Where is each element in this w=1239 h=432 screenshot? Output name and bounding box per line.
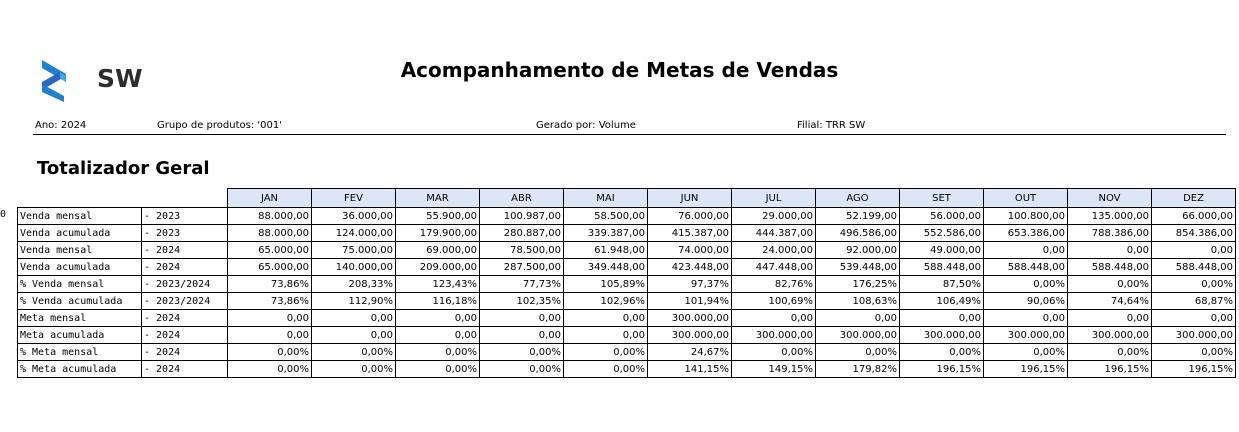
value-cell: 0,00: [228, 327, 312, 344]
value-cell: 0,00%: [564, 361, 648, 378]
table-row: [18, 225, 1236, 242]
value-cell: 123,43%: [396, 276, 480, 293]
value-cell: 653.386,00: [984, 225, 1068, 242]
section-title: Totalizador Geral: [37, 158, 210, 179]
value-cell: 73,86%: [228, 293, 312, 310]
row-label: Venda acumulada: [18, 225, 142, 242]
table-row: [18, 361, 1236, 378]
table-row: [18, 327, 1236, 344]
row-period: - 2024: [142, 259, 228, 276]
value-cell: 300.000,00: [900, 327, 984, 344]
value-cell: 349.448,00: [564, 259, 648, 276]
header-divider: [33, 134, 1226, 135]
value-cell: 0,00%: [228, 344, 312, 361]
row-label: % Venda acumulada: [18, 293, 142, 310]
value-cell: 0,00%: [984, 344, 1068, 361]
row-period: - 2024: [142, 327, 228, 344]
value-cell: 0,00: [984, 242, 1068, 259]
value-cell: 106,49%: [900, 293, 984, 310]
value-cell: 65.000,00: [228, 259, 312, 276]
value-cell: 300.000,00: [816, 327, 900, 344]
value-cell: 447.448,00: [732, 259, 816, 276]
table-body: [18, 208, 1236, 378]
value-cell: 0,00%: [228, 361, 312, 378]
value-cell: 0,00%: [480, 344, 564, 361]
generated-by-label: Gerado por: Volume: [536, 120, 636, 131]
value-cell: 97,37%: [648, 276, 732, 293]
month-header-jan: JAN: [228, 189, 312, 208]
month-header-abr: ABR: [480, 189, 564, 208]
value-cell: 0,00%: [732, 344, 816, 361]
value-cell: 0,00: [396, 327, 480, 344]
value-cell: 149,15%: [732, 361, 816, 378]
value-cell: 588.448,00: [1152, 259, 1236, 276]
value-cell: 29.000,00: [732, 208, 816, 225]
value-cell: 300.000,00: [1068, 327, 1152, 344]
value-cell: 0,00%: [480, 361, 564, 378]
value-cell: 0,00: [564, 327, 648, 344]
month-header-mai: MAI: [564, 189, 648, 208]
value-cell: 179,82%: [816, 361, 900, 378]
value-cell: 0,00%: [396, 344, 480, 361]
value-cell: 76.000,00: [648, 208, 732, 225]
row-period: - 2023: [142, 225, 228, 242]
value-cell: 0,00: [1068, 310, 1152, 327]
value-cell: 0,00%: [816, 344, 900, 361]
value-cell: 588.448,00: [984, 259, 1068, 276]
value-cell: 0,00%: [984, 276, 1068, 293]
value-cell: 0,00%: [1068, 276, 1152, 293]
value-cell: 88.000,00: [228, 208, 312, 225]
value-cell: 102,96%: [564, 293, 648, 310]
row-label: % Venda mensal: [18, 276, 142, 293]
table-row: [18, 259, 1236, 276]
header-blank-cell: [142, 189, 228, 208]
value-cell: 788.386,00: [1068, 225, 1152, 242]
row-period: - 2024: [142, 242, 228, 259]
row-period: - 2024: [142, 361, 228, 378]
table-row: [18, 344, 1236, 361]
value-cell: 0,00: [312, 327, 396, 344]
value-cell: 0,00: [900, 310, 984, 327]
value-cell: 78.500,00: [480, 242, 564, 259]
value-cell: 88.000,00: [228, 225, 312, 242]
value-cell: 300.000,00: [1152, 327, 1236, 344]
month-header-dez: DEZ: [1152, 189, 1236, 208]
value-cell: 300.000,00: [984, 327, 1068, 344]
row-label: Meta acumulada: [18, 327, 142, 344]
value-cell: 141,15%: [648, 361, 732, 378]
value-cell: 24.000,00: [732, 242, 816, 259]
value-cell: 102,35%: [480, 293, 564, 310]
value-cell: 36.000,00: [312, 208, 396, 225]
value-cell: 415.387,00: [648, 225, 732, 242]
header-blank-cell: [18, 189, 142, 208]
value-cell: 280.887,00: [480, 225, 564, 242]
value-cell: 0,00: [228, 310, 312, 327]
value-cell: 75.000,00: [312, 242, 396, 259]
value-cell: 58.500,00: [564, 208, 648, 225]
value-cell: 208,33%: [312, 276, 396, 293]
value-cell: 74,64%: [1068, 293, 1152, 310]
value-cell: 0,00%: [396, 361, 480, 378]
value-cell: 496.586,00: [816, 225, 900, 242]
row-period: - 2023/2024: [142, 293, 228, 310]
value-cell: 300.000,00: [648, 327, 732, 344]
value-cell: 82,76%: [732, 276, 816, 293]
value-cell: 0,00: [1152, 310, 1236, 327]
month-header-set: SET: [900, 189, 984, 208]
value-cell: 0,00: [480, 327, 564, 344]
value-cell: 0,00: [1068, 242, 1152, 259]
value-cell: 209.000,00: [396, 259, 480, 276]
table-row: [18, 310, 1236, 327]
value-cell: 140.000,00: [312, 259, 396, 276]
logo-text: SW: [97, 64, 143, 93]
value-cell: 65.000,00: [228, 242, 312, 259]
value-cell: 0,00%: [900, 344, 984, 361]
branch-label: Filial: TRR SW: [797, 120, 866, 131]
value-cell: 176,25%: [816, 276, 900, 293]
product-group-label: Grupo de produtos: '001': [157, 120, 282, 131]
value-cell: 100.800,00: [984, 208, 1068, 225]
value-cell: 0,00: [312, 310, 396, 327]
value-cell: 0,00: [1152, 242, 1236, 259]
value-cell: 0,00%: [564, 344, 648, 361]
value-cell: 0,00%: [1152, 276, 1236, 293]
value-cell: 0,00: [816, 310, 900, 327]
value-cell: 68,87%: [1152, 293, 1236, 310]
value-cell: 87,50%: [900, 276, 984, 293]
month-header-out: OUT: [984, 189, 1068, 208]
month-header-jun: JUN: [648, 189, 732, 208]
value-cell: 77,73%: [480, 276, 564, 293]
value-cell: 92.000,00: [816, 242, 900, 259]
value-cell: 49.000,00: [900, 242, 984, 259]
value-cell: 287.500,00: [480, 259, 564, 276]
table-row: [18, 208, 1236, 225]
value-cell: 423.448,00: [648, 259, 732, 276]
value-cell: 196,15%: [984, 361, 1068, 378]
report-title: Acompanhamento de Metas de Vendas: [400, 58, 839, 82]
value-cell: 90,06%: [984, 293, 1068, 310]
row-period: - 2023/2024: [142, 276, 228, 293]
value-cell: 112,90%: [312, 293, 396, 310]
value-cell: 0,00: [732, 310, 816, 327]
year-label: Ano: 2024: [35, 120, 87, 131]
row-period: - 2024: [142, 344, 228, 361]
value-cell: 24,67%: [648, 344, 732, 361]
row-period: - 2023: [142, 208, 228, 225]
value-cell: 0,00%: [1152, 344, 1236, 361]
value-cell: 101,94%: [648, 293, 732, 310]
value-cell: 588.448,00: [1068, 259, 1152, 276]
table-header-row: [18, 189, 1236, 208]
value-cell: 339.387,00: [564, 225, 648, 242]
month-header-mar: MAR: [396, 189, 480, 208]
value-cell: 105,89%: [564, 276, 648, 293]
value-cell: 300.000,00: [732, 327, 816, 344]
value-cell: 0,00%: [312, 361, 396, 378]
value-cell: 55.900,00: [396, 208, 480, 225]
value-cell: 0,00: [480, 310, 564, 327]
value-cell: 56.000,00: [900, 208, 984, 225]
table-row: [18, 293, 1236, 310]
row-label: Venda mensal: [18, 242, 142, 259]
value-cell: 196,15%: [1068, 361, 1152, 378]
value-cell: 73,86%: [228, 276, 312, 293]
value-cell: 116,18%: [396, 293, 480, 310]
value-cell: 135.000,00: [1068, 208, 1152, 225]
value-cell: 52.199,00: [816, 208, 900, 225]
sales-totals-table: [17, 188, 1236, 378]
month-header-nov: NOV: [1068, 189, 1152, 208]
value-cell: 552.586,00: [900, 225, 984, 242]
row-period: - 2024: [142, 310, 228, 327]
side-mark: 0: [0, 209, 7, 220]
value-cell: 108,63%: [816, 293, 900, 310]
value-cell: 100,69%: [732, 293, 816, 310]
value-cell: 74.000,00: [648, 242, 732, 259]
value-cell: 0,00: [396, 310, 480, 327]
value-cell: 539.448,00: [816, 259, 900, 276]
row-label: % Meta mensal: [18, 344, 142, 361]
table-row: [18, 242, 1236, 259]
value-cell: 300.000,00: [648, 310, 732, 327]
row-label: % Meta acumulada: [18, 361, 142, 378]
month-header-fev: FEV: [312, 189, 396, 208]
value-cell: 0,00: [984, 310, 1068, 327]
value-cell: 61.948,00: [564, 242, 648, 259]
value-cell: 0,00: [564, 310, 648, 327]
value-cell: 69.000,00: [396, 242, 480, 259]
value-cell: 588.448,00: [900, 259, 984, 276]
month-header-ago: AGO: [816, 189, 900, 208]
table-row: [18, 276, 1236, 293]
row-label: Meta mensal: [18, 310, 142, 327]
value-cell: 66.000,00: [1152, 208, 1236, 225]
value-cell: 0,00%: [312, 344, 396, 361]
value-cell: 854.386,00: [1152, 225, 1236, 242]
value-cell: 444.387,00: [732, 225, 816, 242]
row-label: Venda mensal: [18, 208, 142, 225]
row-label: Venda acumulada: [18, 259, 142, 276]
value-cell: 0,00%: [1068, 344, 1152, 361]
value-cell: 124.000,00: [312, 225, 396, 242]
value-cell: 196,15%: [900, 361, 984, 378]
value-cell: 100.987,00: [480, 208, 564, 225]
value-cell: 179.900,00: [396, 225, 480, 242]
value-cell: 196,15%: [1152, 361, 1236, 378]
month-header-jul: JUL: [732, 189, 816, 208]
